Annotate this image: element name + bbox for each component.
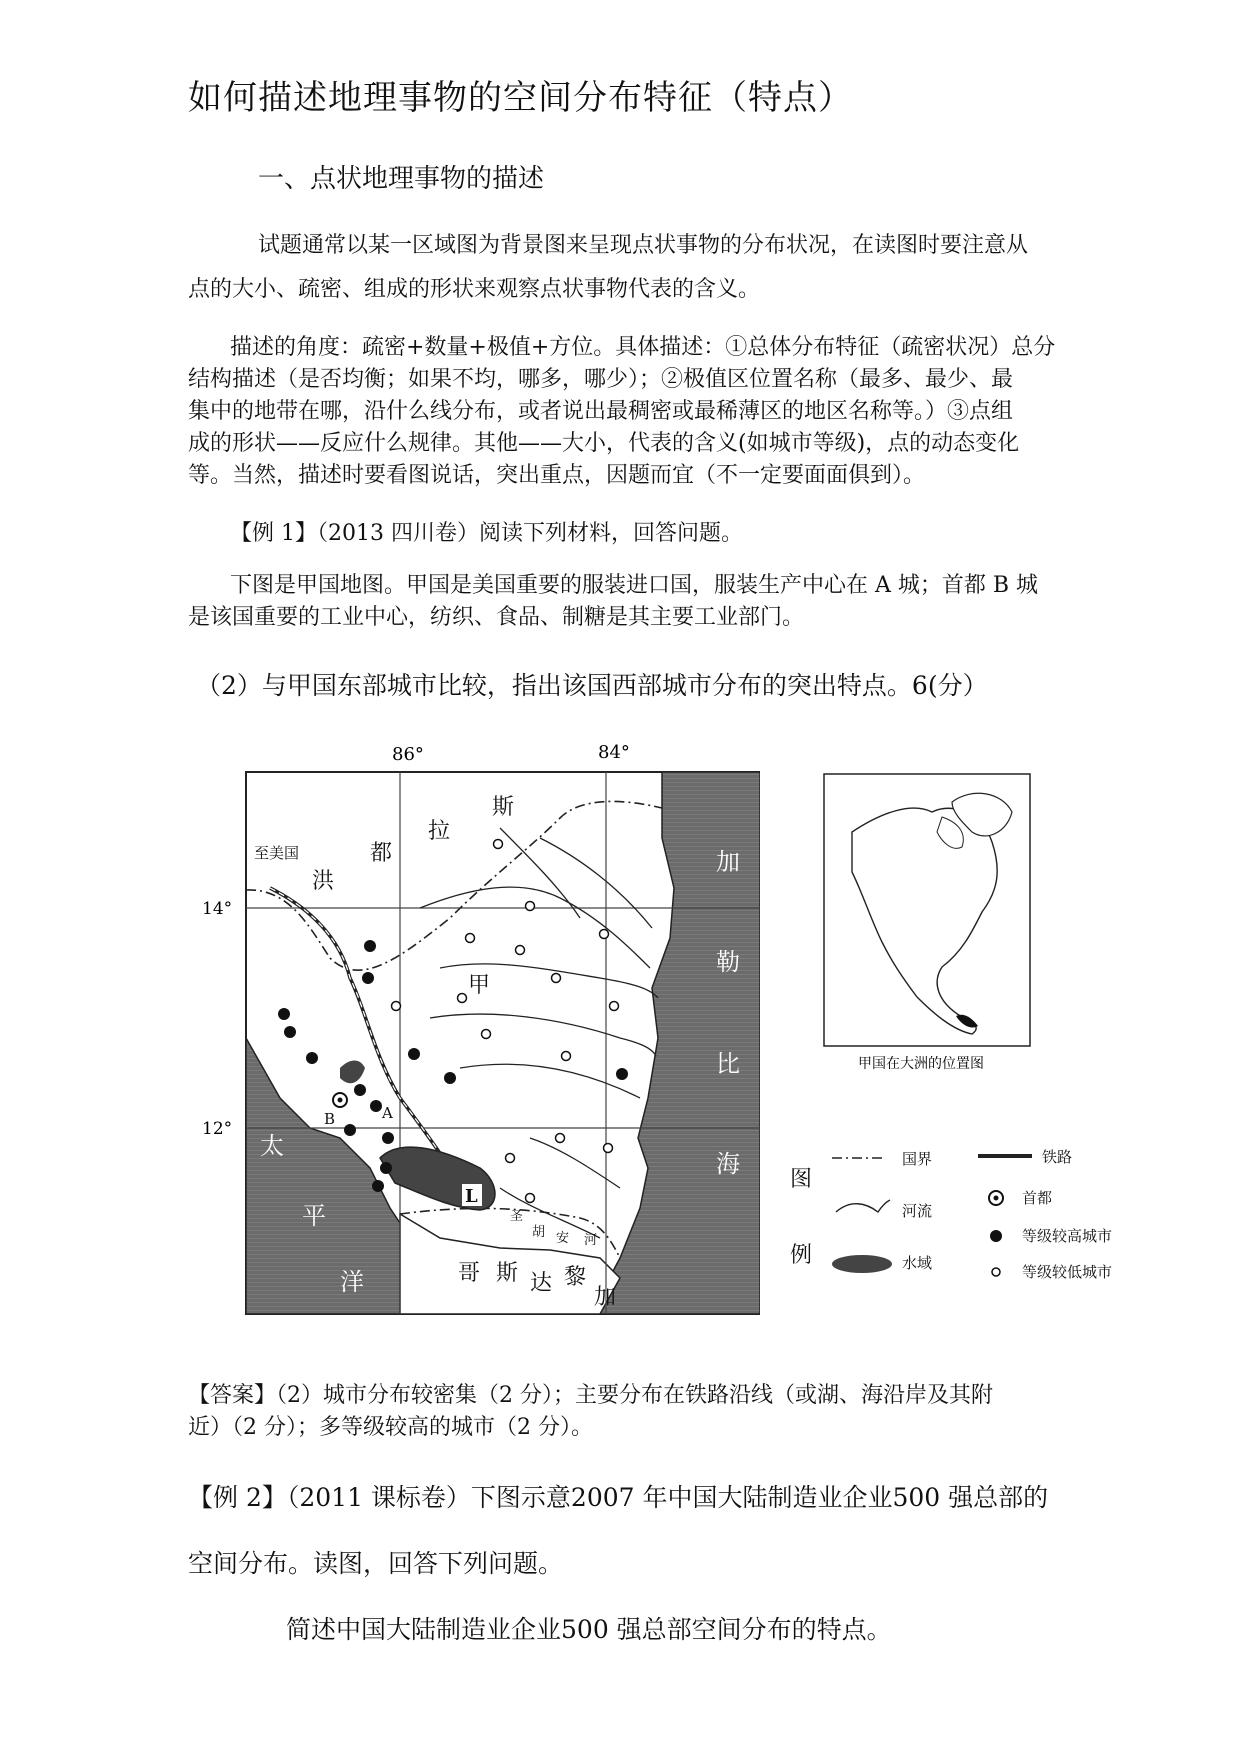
section-heading: 一、点状地理事物的描述: [258, 164, 545, 194]
angle-line-1: 描述的角度：疏密+数量+极值+方位。具体描述：①总体分布特征（疏密状况）总分: [230, 335, 1056, 360]
label-to-usa: 至美国: [254, 844, 300, 862]
question-2: （2）与甲国东部城市比较，指出该国西部城市分布的突出特点。6(分）: [196, 671, 988, 700]
legend-high-city-symbol: [990, 1230, 1002, 1242]
angle-line-4: 成的形状——反应什么规律。其他——大小，代表的含义(如城市等级)，点的动态变化: [188, 431, 1020, 456]
label-river-3: 安: [556, 1231, 570, 1246]
map-legend: [780, 1140, 1130, 1310]
example2-question: 简述中国大陆制造业企业500 强总部空间分布的特点。: [286, 1615, 892, 1644]
label-caribbean-3: 比: [716, 1050, 740, 1078]
label-costarica-5: 加: [594, 1285, 617, 1310]
example1-header: 【例 1】（2013 四川卷）阅读下列材料，回答问题。: [230, 521, 743, 546]
inset-caption: 甲国在大洲的位置图: [858, 1056, 984, 1072]
label-pacific-3: 洋: [340, 1268, 364, 1296]
label-costarica-4: 黎: [564, 1265, 587, 1290]
lon-label-84: 84°: [598, 742, 630, 763]
lon-label-86: 86°: [392, 744, 424, 765]
label-honduras-4: 斯: [492, 795, 515, 820]
label-jia: 甲: [468, 973, 491, 998]
lat-label-12: 12°: [202, 1119, 233, 1139]
lat-label-14: 14°: [202, 899, 233, 919]
legend-river-symbol: [836, 1200, 890, 1212]
angle-line-3: 集中的地带在哪，沿什么线分布，或者说出最稠密或最稀薄区的地区名称等。）③点组: [188, 399, 1014, 424]
legend-capital-dot: [994, 1196, 999, 1201]
label-caribbean-4: 海: [716, 1150, 740, 1178]
label-costarica-3: 达: [530, 1271, 553, 1296]
intro-line-1: 试题通常以某一区域图为背景图来呈现点状事物的分布状况，在读图时要注意从: [258, 233, 1029, 258]
label-city-b: B: [324, 1110, 336, 1128]
inset-map: [822, 772, 1034, 1072]
capital-b-dot: [338, 1098, 343, 1103]
answer-line-2: 近）（2 分）；多等级较高的城市（2 分）。: [188, 1415, 593, 1440]
legend-capital: 首都: [1022, 1189, 1053, 1207]
country-map: [200, 738, 760, 1318]
label-pacific-2: 平: [302, 1202, 326, 1230]
angle-line-5: 等。当然，描述时要看图说话，突出重点，因题而宜（不一定要面面俱到）。: [188, 463, 926, 488]
legend-low-city-symbol: [992, 1268, 1000, 1276]
label-costarica-1: 哥: [458, 1261, 481, 1286]
label-lake-l: L: [465, 1186, 478, 1207]
example1-line-2: 是该国重要的工业中心，纺织、食品、制糖是其主要工业部门。: [188, 605, 805, 630]
page-title: 如何描述地理事物的空间分布特征（特点）: [188, 78, 853, 118]
legend-high-city: 等级较高城市: [1022, 1227, 1113, 1245]
label-pacific-1: 太: [260, 1132, 284, 1160]
example1-line-1: 下图是甲国地图。甲国是美国重要的服装进口国，服装生产中心在 A 城；首都 B 城: [230, 573, 1039, 598]
label-caribbean-1: 加: [716, 848, 740, 876]
label-costarica-2: 斯: [496, 1261, 519, 1286]
legend-title-1: 图: [790, 1167, 813, 1192]
legend-water: 水域: [902, 1254, 933, 1272]
label-river-1: 圣: [510, 1209, 524, 1224]
legend-border: 国界: [902, 1150, 933, 1168]
label-caribbean-2: 勒: [716, 948, 740, 976]
answer-line-1: 【答案】（2）城市分布较密集（2 分）；主要分布在铁路沿线（或湖、海沿岸及其附: [188, 1383, 993, 1408]
legend-railway: 铁路: [1042, 1148, 1073, 1166]
label-city-a: A: [382, 1104, 393, 1122]
label-honduras-3: 拉: [428, 819, 451, 844]
example2-line-2: 空间分布。读图，回答下列问题。: [188, 1549, 564, 1578]
label-honduras-1: 洪: [312, 869, 335, 894]
legend-low-city: 等级较低城市: [1022, 1263, 1113, 1281]
legend-river: 河流: [902, 1202, 933, 1220]
example2-line-1: 【例 2】（2011 课标卷）下图示意2007 年中国大陆制造业企业500 强总部的: [188, 1483, 1049, 1512]
legend-title-2: 例: [790, 1243, 813, 1268]
legend-water-symbol: [832, 1255, 892, 1273]
label-river-2: 胡: [532, 1225, 546, 1240]
label-river-4: 河: [584, 1233, 598, 1248]
intro-line-2: 点的大小、疏密、组成的形状来观察点状事物代表的含义。: [188, 277, 761, 302]
angle-line-2: 结构描述（是否均衡；如果不均，哪多，哪少）；②极值区位置名称（最多、最少、最: [188, 367, 1014, 392]
label-honduras-2: 都: [370, 841, 393, 866]
